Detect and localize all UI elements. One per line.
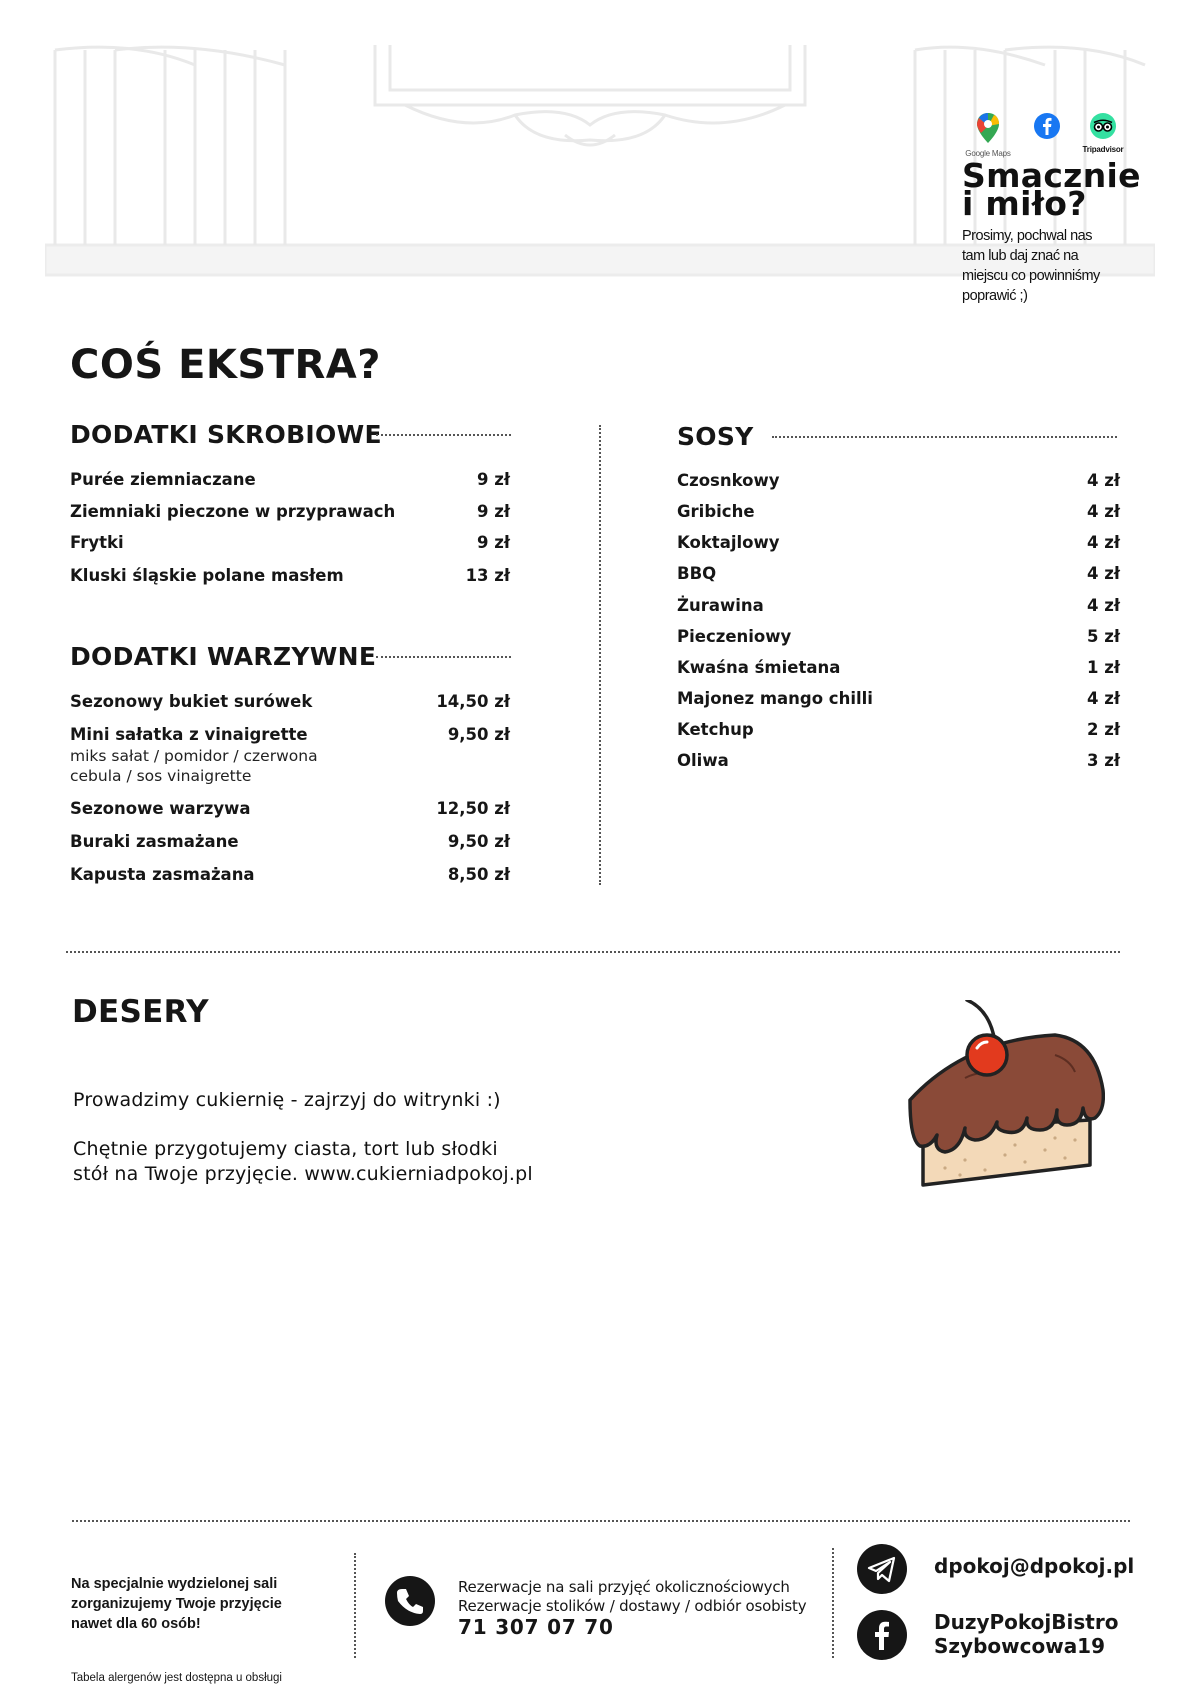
menu-item-name: Oliwa [677,751,729,770]
menu-item-price: 4 zł [1087,564,1120,583]
menu-item-price: 4 zł [1087,689,1120,708]
facebook-icon-button[interactable] [857,1610,907,1660]
menu-item-price: 2 zł [1087,720,1120,739]
menu-item-price: 9 zł [477,470,510,489]
menu-item-name: Pieczeniowy [677,627,792,646]
main-title: COŚ EKSTRA? [70,342,381,388]
menu-item-price: 4 zł [1087,471,1120,490]
menu-item-name: Sezonowe warzywa [70,799,251,818]
menu-item-price: 4 zł [1087,596,1120,615]
reservation-line1: Rezerwacje na sali przyjęć okolicznościowych [458,1578,790,1596]
section-divider [376,434,511,436]
promo-title-line2: i miło? [962,184,1087,223]
event-line3: nawet dla 60 osób! [71,1616,201,1632]
promo-text-line1: Prosimy, pochwal nas [962,228,1092,244]
menu-item-name: Ziemniaki pieczone w przyprawach [70,502,396,521]
menu-item-name: Sezonowy bukiet surówek [70,692,313,711]
tripadvisor-link[interactable] [1075,112,1131,154]
menu-item-name: Buraki zasmażane [70,832,239,851]
phone-icon-button[interactable] [385,1576,435,1626]
section-title-sosy: SOSY [677,422,754,451]
menu-item-price: 1 zł [1087,658,1120,677]
section-divider-full [66,951,1120,953]
section-title-skrobiowe: DODATKI SKROBIOWE [70,420,382,449]
desery-line1: Prowadzimy cukiernię - zajrzyj do witrynki :) [73,1089,501,1111]
phone-icon [385,1576,435,1626]
promo-title [962,156,1162,223]
menu-item-price: 8,50 zł [447,865,510,884]
description-line2: cebula / sos vinaigrette [70,767,252,785]
promo-title-line1: Smacznie [962,156,1141,195]
menu-item-price: 14,50 zł [436,692,510,711]
description-line1: miks sałat / pomidor / czerwona [70,747,318,765]
footer-column-divider [832,1548,834,1658]
footer-column-divider [354,1553,356,1658]
desery-line3: stół na Twoje przyjęcie. www.cukierniadpokoj.pl [73,1163,533,1185]
menu-item-price: 9,50 zł [447,725,510,744]
menu-item-price: 3 zł [1087,751,1120,770]
tripadvisor-label: Tripadvisor [1082,145,1124,154]
menu-item-price: 12,50 zł [436,799,510,818]
menu-item-name: Frytki [70,533,124,552]
google-maps-label: Google Maps [965,149,1011,158]
facebook-f-icon [857,1610,907,1660]
menu-item-name: Żurawina [677,596,764,615]
event-line2: zorganizujemy Twoje przyjęcie [71,1596,282,1612]
social-links [962,112,1132,162]
menu-item-name: Ketchup [677,720,754,739]
footer-divider [72,1520,1130,1522]
menu-item-price: 9 zł [477,502,510,521]
facebook-link[interactable] [1032,112,1062,144]
allergens-note: Tabela alergenów jest dostępna u obsługi [71,1672,282,1684]
google-maps-link[interactable] [962,112,1014,158]
menu-item-price: 9,50 zł [447,832,510,851]
desery-line2: Chętnie przygotujemy ciasta, tort lub słodki [73,1138,498,1160]
promo-text-line3: miejscu co powinniśmy [962,268,1100,284]
section-divider [772,436,1117,438]
promo-text-line4: poprawić ;) [962,288,1028,304]
menu-item-name: Kapusta zasmażana [70,865,255,884]
reservation-line2: Rezerwacje stolików / dostawy / odbiór osobisty [458,1597,807,1615]
menu-item-price: 4 zł [1087,502,1120,521]
menu-item-price: 5 zł [1087,627,1120,646]
menu-item-price: 9 zł [477,533,510,552]
cake-icon [905,1000,1105,1200]
section-title-desery: DESERY [72,994,209,1030]
event-room-info [71,1574,331,1634]
menu-item-name: Czosnkowy [677,471,780,490]
menu-item-name: Majonez mango chilli [677,689,873,708]
promo-text [962,226,1147,306]
menu-item-name: Gribiche [677,502,755,521]
facebook-icon [1033,112,1061,140]
menu-item-price: 4 zł [1087,533,1120,552]
menu-item-name: Purée ziemniaczane [70,470,256,489]
send-icon [857,1544,907,1594]
tripadvisor-icon [1089,112,1117,140]
menu-item-name: Kluski śląskie polane masłem [70,566,344,585]
facebook-line2: Szybowcowa19 [934,1634,1106,1658]
menu-item-price: 13 zł [465,566,510,585]
section-divider [376,656,511,658]
google-maps-icon [975,112,1001,144]
menu-item-name: Koktajlowy [677,533,780,552]
menu-item-name: Mini sałatka z vinaigrette [70,725,308,744]
event-line1: Na specjalnie wydzielonej sali [71,1576,278,1592]
email-link[interactable]: dpokoj@dpokoj.pl [934,1554,1135,1578]
facebook-line1: DuzyPokojBistro [934,1610,1119,1634]
menu-item-description [70,746,360,786]
menu-item-name: BBQ [677,564,717,583]
phone-number[interactable]: 71 307 07 70 [458,1615,614,1639]
section-title-warzywne: DODATKI WARZYWNE [70,642,377,671]
telegram-icon-button[interactable] [857,1544,907,1594]
facebook-page-link[interactable] [934,1610,1118,1658]
column-divider [599,425,601,885]
menu-item-name: Kwaśna śmietana [677,658,841,677]
promo-text-line2: tam lub daj znać na [962,248,1079,264]
